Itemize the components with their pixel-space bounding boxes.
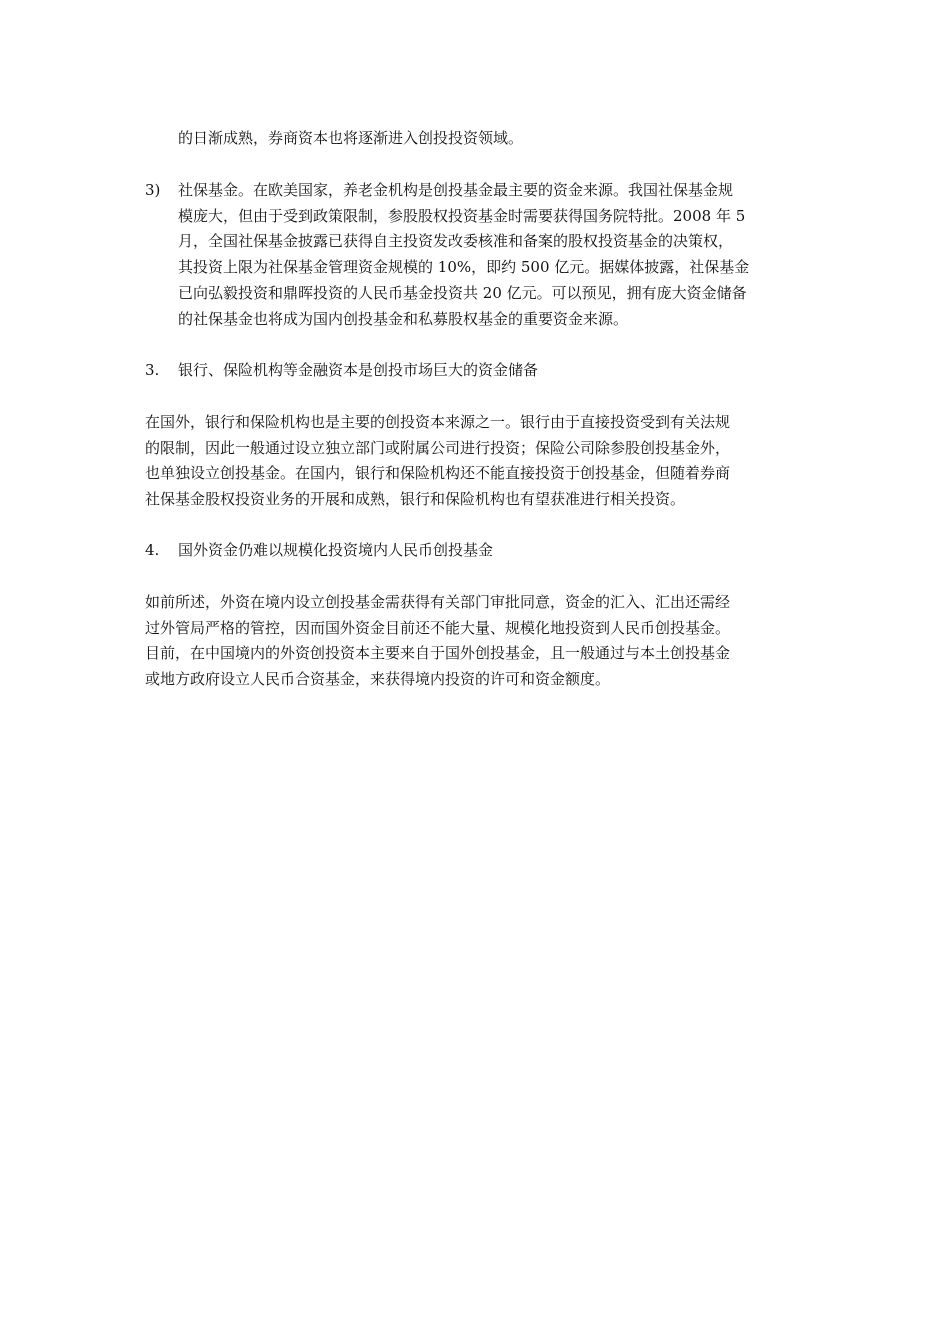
paragraph-line: 目前，在中国境内的外资创投资本主要来自于国外创投基金，且一般通过与本土创投基金: [145, 644, 731, 662]
paragraph-line: 已向弘毅投资和鼎晖投资的人民币基金投资共 20 亿元。可以预见，拥有庞大资金储备: [178, 284, 747, 302]
paragraph-line: 如前所述，外资在境内设立创投基金需获得有关部门审批同意，资金的汇入、汇出还需经: [145, 593, 731, 611]
section-number: 4.: [145, 541, 160, 559]
paragraph-line: 或地方政府设立人民币合资基金，来获得境内投资的许可和资金额度。: [145, 670, 611, 688]
paragraph-line: 过外管局严格的管控，因而国外资金目前还不能大量、规模化地投资到人民币创投基金。: [145, 619, 731, 637]
paragraph-line: 其投资上限为社保基金管理资金规模的 10%，即约 500 亿元。据媒体披露，社保基金: [178, 258, 750, 276]
paragraph-line: 社保基金。在欧美国家，养老金机构是创投基金最主要的资金来源。我国社保基金规: [178, 181, 734, 199]
paragraph-line: 也单独设立创投基金。在国内，银行和保险机构还不能直接投资于创投基金，但随着券商: [145, 464, 731, 482]
section-heading: 国外资金仍难以规模化投资境内人民币创投基金: [178, 541, 494, 559]
paragraph-line: 月，全国社保基金披露已获得自主投资发改委核准和备案的股权投资基金的决策权，: [178, 232, 734, 250]
list-number: 3): [145, 181, 161, 199]
section-number: 3.: [145, 361, 160, 379]
section-heading: 银行、保险机构等金融资本是创投市场巨大的资金储备: [178, 361, 539, 379]
paragraph-line: 的日渐成熟，券商资本也将逐渐进入创投投资领域。: [178, 129, 524, 147]
paragraph-line: 的限制，因此一般通过设立独立部门或附属公司进行投资；保险公司除参股创投基金外，: [145, 439, 731, 457]
paragraph-line: 模庞大，但由于受到政策限制，参股股权投资基金时需要获得国务院特批。2008 年 5: [178, 207, 746, 225]
paragraph-line: 的社保基金也将成为国内创投基金和私募股权基金的重要资金来源。: [178, 310, 629, 328]
paragraph-line: 社保基金股权投资业务的开展和成熟，银行和保险机构也有望获准进行相关投资。: [145, 490, 686, 508]
paragraph-line: 在国外，银行和保险机构也是主要的创投资本来源之一。银行由于直接投资受到有关法规: [145, 413, 731, 431]
